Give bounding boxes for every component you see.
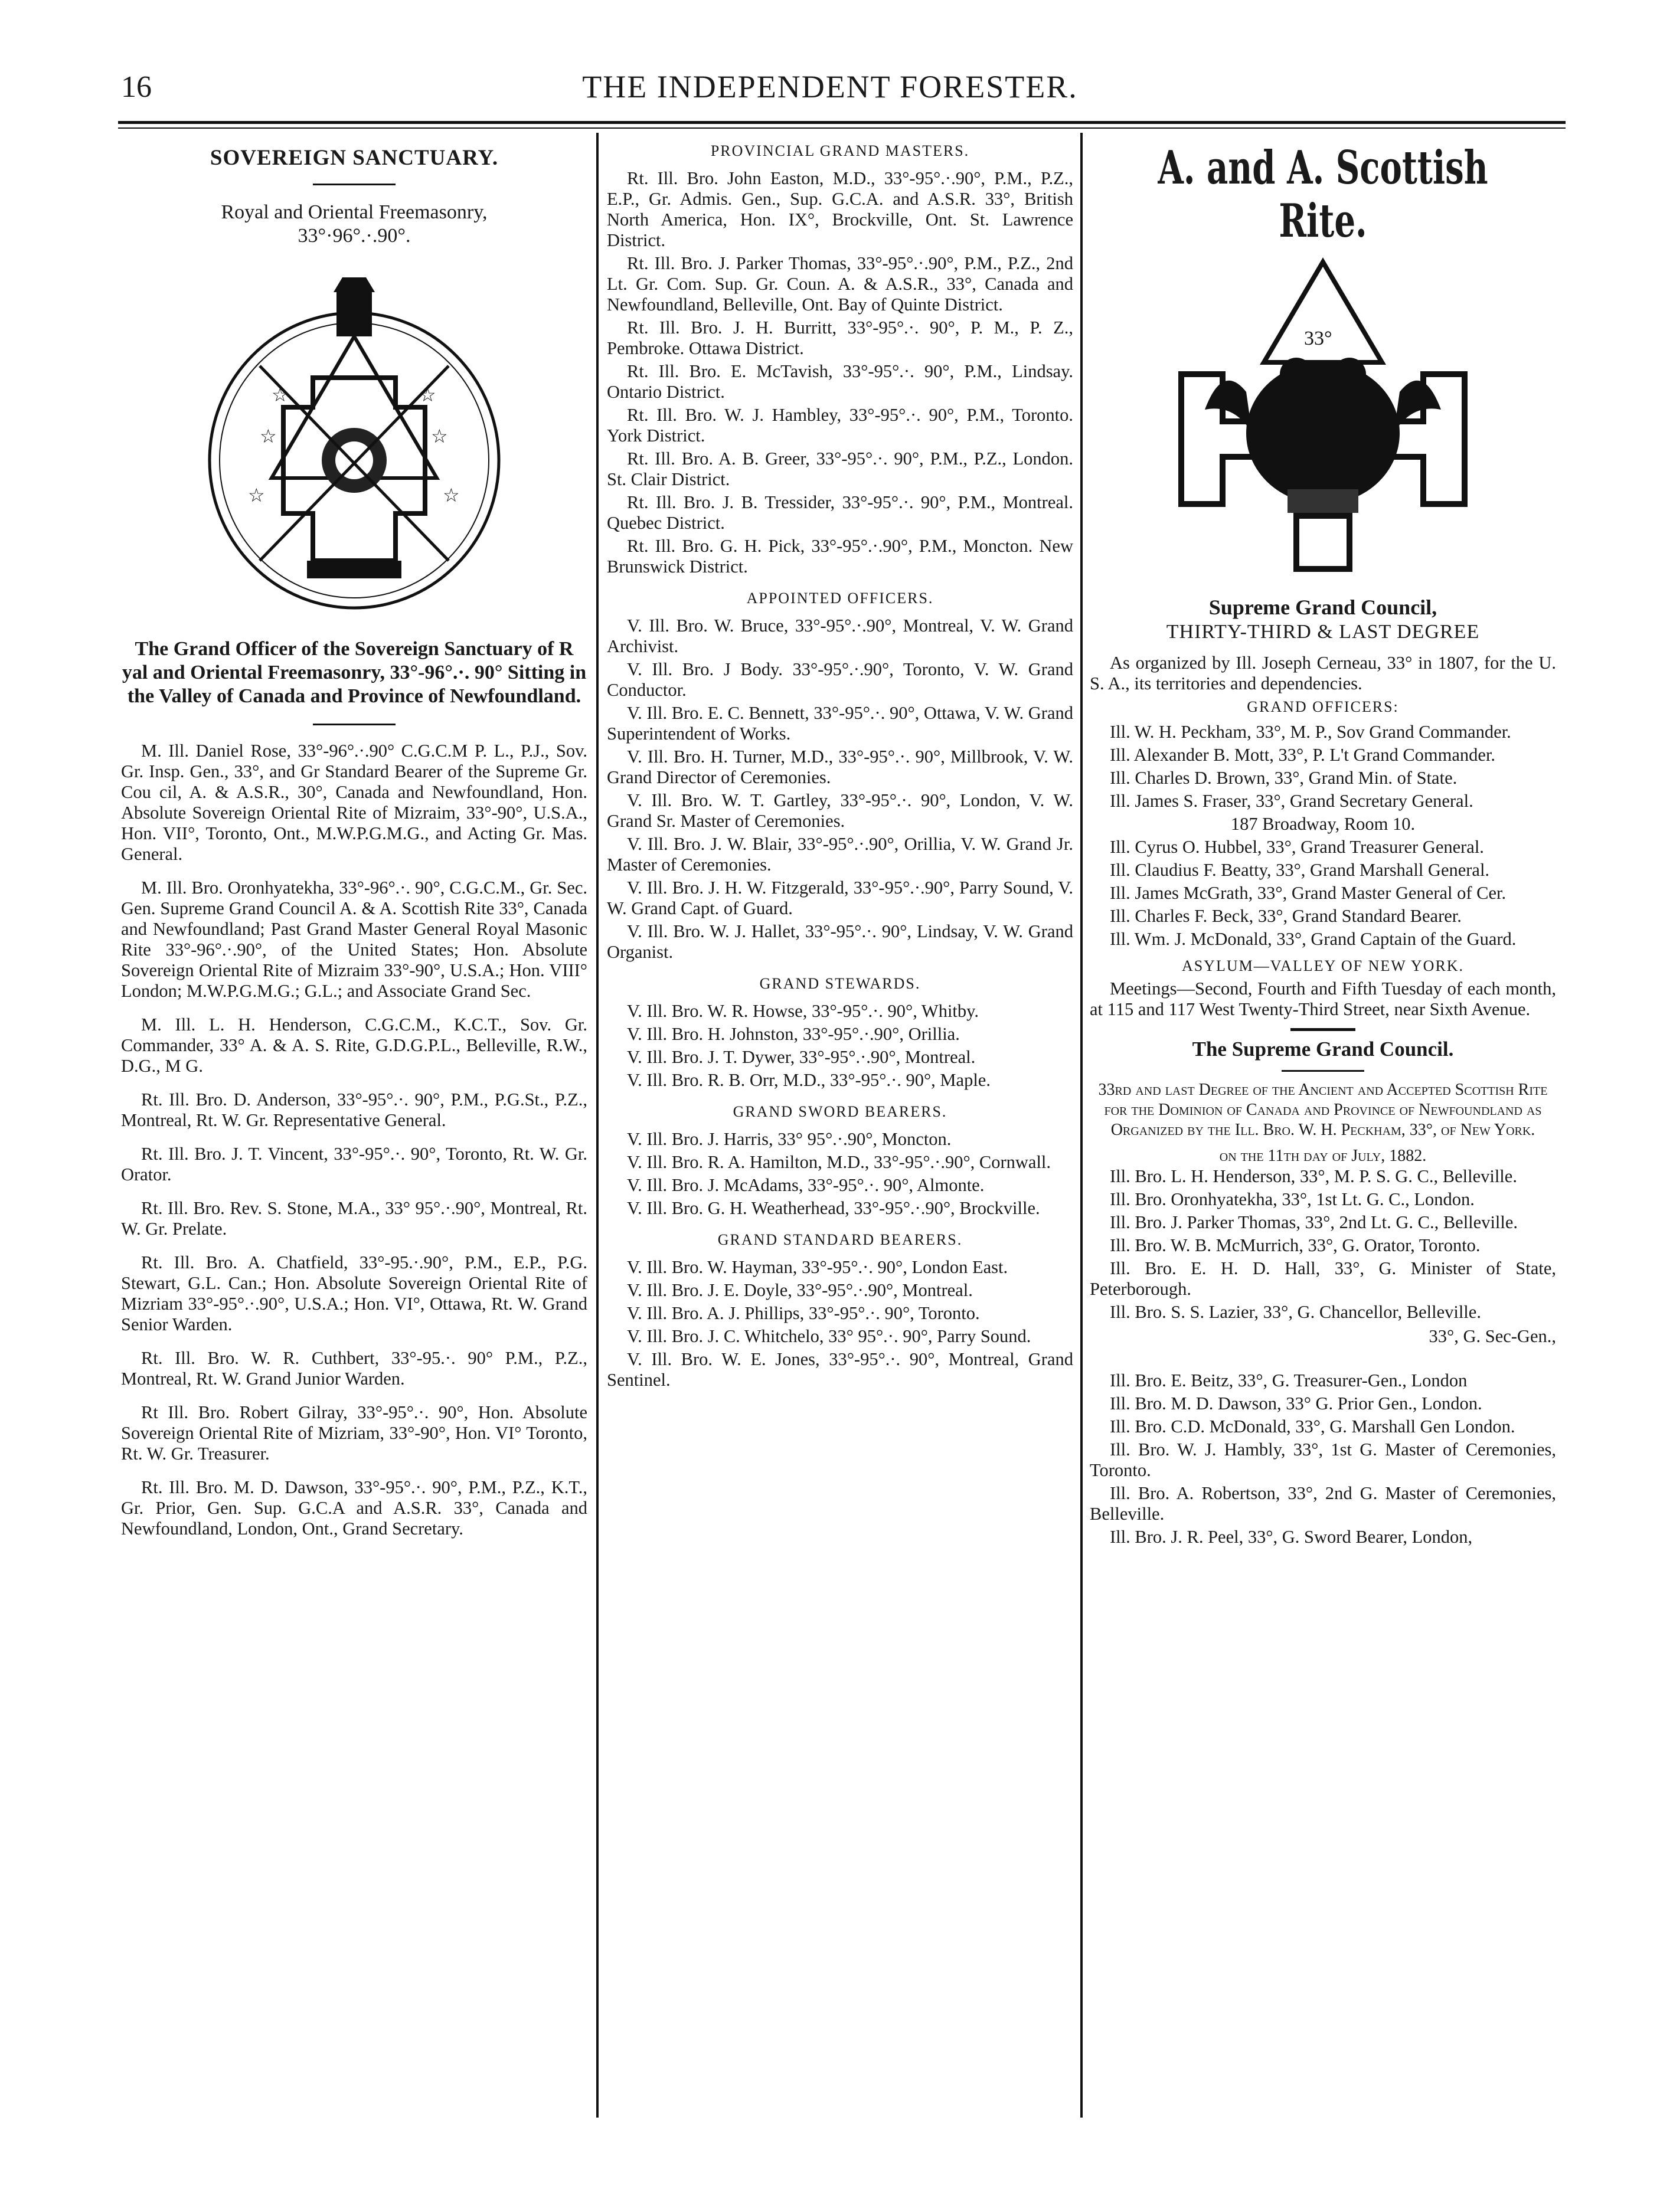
list-item: Ill. W. H. Peckham, 33°, M. P., Sov Grand Commander. (1110, 722, 1511, 742)
list-item: V. Ill. Bro. J. W. Blair, 33°-95°.·.90°, Orillia, V. W. Grand Jr. Master of Ceremonies. (607, 834, 1073, 875)
list-item: Ill. Bro. L. H. Henderson, 33°, M. P. S. G. C., Belleville. (1110, 1166, 1517, 1186)
section-provincial-grand-masters (607, 140, 1073, 577)
list-item: Ill. Bro. M. D. Dawson, 33° G. Prior Gen., London. (1110, 1393, 1482, 1413)
column-divider-1 (596, 133, 599, 2118)
office-address: 187 Broadway, Room 10. (1230, 814, 1416, 834)
list-item: Rt. Ill. Bro. A. Chatfield, 33°-95.·.90°, P.M., E.P., P.G. Stewart, G.L. Can.; Hon. Absolute Sovereign Oriental Rite of Mizriam 33°-95°.·.90°, U.S.A.; Hon. VI°, Ottawa, Rt. W. Grand Senior Warden. (121, 1252, 587, 1334)
section-grand-standard-bearers (607, 1229, 1073, 1390)
list-item: Rt. Ill. Bro. A. B. Greer, 33°-95°.·. 90°, P.M., P.Z., London. St. Clair District. (607, 449, 1073, 489)
svg-text:☆: ☆ (272, 384, 289, 405)
section-grand-stewards (607, 973, 1073, 1091)
running-head: THE INDEPENDENT FORESTER. (582, 69, 1078, 104)
list-item: V. Ill. Bro. R. B. Orr, M.D., 33°-95°.·. 90°, Maple. (627, 1070, 991, 1090)
list-item: V. Ill. Bro. J. C. Whitchelo, 33° 95°.·. 90°, Parry Sound. (627, 1326, 1031, 1346)
header-rule (118, 121, 1566, 129)
list-item: Rt. Ill. Bro. J. T. Vincent, 33°-95°.·. 90°, Toronto, Rt. W. Gr. Orator. (121, 1144, 587, 1184)
list-item: V. Ill. Bro. J. H. W. Fitzgerald, 33°-95°.·.90°, Parry Sound, V. W. Grand Capt. of Guard. (607, 878, 1073, 918)
ornament-rule (1290, 1028, 1355, 1031)
short-rule (313, 184, 396, 185)
list-item: Rt. Ill. Bro. G. H. Pick, 33°-95°.·.90°, P.M., Moncton. New Brunswick District. (607, 536, 1073, 577)
list-item: M. Ill. L. H. Henderson, C.G.C.M., K.C.T., Sov. Gr. Commander, 33° A. & A. S. Rite, G.D.G.P.L., Belleville, R.W., D.G., M G. (121, 1015, 587, 1076)
list-item: V. Ill. Bro. W. J. Hallet, 33°-95°.·. 90°, Lindsay, V. W. Grand Organist. (607, 921, 1073, 962)
svg-text:☆: ☆ (260, 426, 277, 447)
list-item: V. Ill. Bro. W. Bruce, 33°-95°.·.90°, Montreal, V. W. Grand Archivist. (607, 616, 1073, 656)
svg-text:☆: ☆ (431, 426, 448, 447)
section-grand-sword-bearers (607, 1101, 1073, 1219)
double-headed-eagle-emblem-icon (1169, 256, 1476, 575)
list-item: V. Ill. Bro. R. A. Hamilton, M.D., 33°-95°.·.90°, Cornwall. (627, 1152, 1051, 1172)
list-item: Ill. Charles D. Brown, 33°, Grand Min. of State. (1110, 768, 1458, 788)
list-item: V. Ill. Bro. J. McAdams, 33°-95°.·. 90°, Almonte. (627, 1175, 985, 1195)
list-item: Ill. Charles F. Beck, 33°, Grand Standard Bearer. (1110, 906, 1462, 926)
list-item: V. Ill. Bro. W. Hayman, 33°-95°.·. 90°, London East. (627, 1257, 1008, 1277)
grand-officers-list (1090, 722, 1556, 950)
list-item: Rt. Ill. Bro. W. R. Cuthbert, 33°-95.·. 90° P.M., P.Z., Montreal, Rt. W. Grand Junior Warden. (121, 1348, 587, 1389)
section-heading: APPOINTED OFFICERS. (746, 590, 934, 607)
list-item: Ill. Cyrus O. Hubbel, 33°, Grand Treasurer General. (1110, 837, 1484, 857)
column-provincial-officers (607, 136, 1073, 2118)
degree-numbers: 33°·96°.·.90°. (298, 225, 411, 247)
list-item: Rt. Ill. Bro. J. B. Tressider, 33°-95°.·. 90°, P.M., Montreal. Quebec District. (607, 492, 1073, 533)
list-item: Rt. Ill. Bro. J. Parker Thomas, 33°-95°.·.90°, P.M., P.Z., 2nd Lt. Gr. Com. Sup. Gr. Coun. A. & A.S.R., 33°, Canada and Newfoundland, Belleville, Ont. Bay of Quinte District. (607, 253, 1073, 315)
grand-officer-heading: The Grand Officer of the Sovereign Sanctuary of R yal and Oriental Freemasonry, 33°-96°.·. 90° Sitting in the Valley of Canada and Province of Newfoundland. (122, 638, 587, 707)
council-heading: Supreme Grand Council, (1208, 595, 1437, 619)
list-item: Ill. Claudius F. Beatty, 33°, Grand Marshall General. (1110, 860, 1490, 880)
list-item: V. Ill. Bro. J. Harris, 33° 95°.·.90°, Moncton. (627, 1129, 952, 1149)
section-heading: GRAND STANDARD BEARERS. (717, 1231, 963, 1248)
list-item: Ill. Bro. E. H. D. Hall, 33°, G. Minister of State, Peterborough. (1090, 1258, 1556, 1299)
list-item: Ill. James S. Fraser, 33°, Grand Secretary General. (1110, 791, 1473, 811)
section-heading: SOVEREIGN SANCTUARY. (210, 146, 499, 170)
list-item: Rt. Ill. Bro. D. Anderson, 33°-95°.·. 90°, P.M., P.G.St., P.Z., Montreal, Rt. W. Gr. Representative General. (121, 1089, 587, 1130)
list-item: Ill. Bro. A. Robertson, 33°, 2nd G. Master of Ceremonies, Belleville. (1090, 1483, 1556, 1524)
svg-text:☆: ☆ (443, 485, 460, 506)
list-item: Ill. James McGrath, 33°, Grand Master General of Cer. (1110, 883, 1507, 903)
list-item: Ill. Bro. J. Parker Thomas, 33°, 2nd Lt. G. C., Belleville. (1110, 1212, 1518, 1232)
list-item: V. Ill. Bro. W. T. Gartley, 33°-95°.·. 90°, London, V. W. Grand Sr. Master of Ceremonies. (607, 790, 1073, 831)
list-item: Ill. Bro. S. S. Lazier, 33°, G. Chancellor, Belleville. (1110, 1302, 1481, 1322)
list-item: V. Ill. Bro. J. E. Doyle, 33°-95°.·.90°, Montreal. (627, 1280, 973, 1300)
short-rule (313, 724, 396, 725)
supreme-council-heading: The Supreme Grand Council. (1192, 1038, 1454, 1061)
list-item: Rt Ill. Bro. Robert Gilray, 33°-95°.·. 90°, Hon. Absolute Sovereign Oriental Rite of Mizriam, 33°-90°, Hon. VI° Toronto, Rt. W. Gr. Treasurer. (121, 1402, 587, 1464)
council-intro: As organized by Ill. Joseph Cerneau, 33° in 1807, for the U. S. A., its territories and dependencies. (1090, 653, 1556, 693)
column-scottish-rite (1090, 136, 1556, 2118)
column-divider-2 (1080, 133, 1083, 2118)
section-heading: GRAND STEWARDS. (759, 975, 921, 992)
list-item: Ill. Bro. E. Beitz, 33°, G. Treasurer-Gen., London (1110, 1370, 1468, 1390)
meetings-notice: Meetings—Second, Fourth and Fifth Tuesday of each month, at 115 and 117 West Twenty-Third Street, near Sixth Avenue. (1090, 979, 1556, 1019)
list-item: Rt. Ill. Bro. J. H. Burritt, 33°-95°.·. 90°, P. M., P. Z., Pembroke. Ottawa District. (607, 318, 1073, 358)
list-item: Ill. Wm. J. McDonald, 33°, Grand Captain of the Guard. (1110, 929, 1517, 949)
list-item: Rt. Ill. Bro. W. J. Hambley, 33°-95°.·. 90°, P.M., Toronto. York District. (607, 405, 1073, 446)
list-item: Ill. Bro. W. J. Hambly, 33°, 1st G. Master of Ceremonies, Toronto. (1090, 1439, 1556, 1480)
column-sovereign-sanctuary (121, 136, 587, 2118)
list-item: Rt. Ill. Bro. Rev. S. Stone, M.A., 33° 95°.·.90°, Montreal, Rt. W. Gr. Prelate. (121, 1198, 587, 1239)
list-item: Ill. Bro. W. B. McMurrich, 33°, G. Orator, Toronto. (1110, 1235, 1481, 1255)
list-item: V. Ill. Bro. H. Johnston, 33°-95°.·.90°, Orillia. (627, 1024, 960, 1044)
page-number: 16 (121, 70, 152, 104)
list-item: 33°, G. Sec-Gen., (1429, 1326, 1556, 1346)
list-item: V. Ill. Bro. W. E. Jones, 33°-95°.·. 90°, Montreal, Grand Sentinel. (607, 1349, 1073, 1390)
list-item: Rt. Ill. Bro. E. McTavish, 33°-95°.·. 90°, P.M., Lindsay. Ontario District. (607, 361, 1073, 402)
emblem-degree-label: 33° (1304, 328, 1332, 349)
asylum-heading: ASYLUM—VALLEY OF NEW YORK. (1181, 957, 1465, 974)
sanctuary-seal-icon (189, 266, 519, 620)
scottish-rite-title: A. and A. Scottish Rite. (1158, 141, 1488, 248)
grand-officers-heading: GRAND OFFICERS: (1247, 698, 1399, 715)
supreme-council-intro: 33rd and last Degree of the Ancient and Accepted Scottish Rite for the Dominion of Canada and Province of Newfoundland as Organized by the Ill. Bro. W. H. Peckham, 33°, of New York. (1098, 1081, 1548, 1139)
list-item: V. Ill. Bro. W. R. Howse, 33°-95°.·. 90°, Whitby. (627, 1001, 979, 1021)
list-item: Rt. Ill. Bro. John Easton, M.D., 33°-95°.·.90°, P.M., P.Z., E.P., Gr. Admis. Gen., Sup. G.C.A. and A.S.R. 33°, British North America, Hon. IX°, Brockville, Ont. St. Lawrence District. (607, 168, 1073, 250)
council-members-list (1090, 1166, 1556, 1547)
list-item: V. Ill. Bro. G. H. Weatherhead, 33°-95°.·.90°, Brockville. (627, 1198, 1040, 1218)
list-item: V. Ill. Bro. J Body. 33°-95°.·.90°, Toronto, V. W. Grand Conductor. (607, 659, 1073, 700)
list-item: V. Ill. Bro. H. Turner, M.D., 33°-95°.·. 90°, Millbrook, V. W. Grand Director of Ceremonies. (607, 747, 1073, 787)
list-item: V. Ill. Bro. A. J. Phillips, 33°-95°.·. 90°, Toronto. (627, 1303, 980, 1323)
section-heading: PROVINCIAL GRAND MASTERS. (710, 142, 970, 159)
section-heading: GRAND SWORD BEARERS. (733, 1103, 947, 1120)
short-rule (1282, 1070, 1364, 1072)
organized-date: on the 11th day of July, 1882. (1219, 1147, 1427, 1165)
list-item: V. Ill. Bro. J. T. Dywer, 33°-95°.·.90°, Montreal. (627, 1047, 976, 1067)
section-appointed-officers (607, 588, 1073, 963)
list-item: Ill. Bro. J. R. Peel, 33°, G. Sword Bearer, London, (1110, 1527, 1473, 1547)
list-item: V. Ill. Bro. E. C. Bennett, 33°-95°.·. 90°, Ottawa, V. W. Grand Superintendent of Works. (607, 703, 1073, 744)
svg-text:☆: ☆ (419, 384, 436, 405)
list-item: M. Ill. Daniel Rose, 33°-96°.·.90° C.G.C.M P. L., P.J., Sov. Gr. Insp. Gen., 33°, and Gr Standard Bearer of the Supreme Gr. Cou cil, A. & A.S.R., 30°, Canada and Newfoundland, Hon. Absolute Sovereign Oriental Rite of Mizraim, 33°-90°, U.S.A., Hon. VII°, Toronto, Ont., M.W.P.G.M.G., and Acting Gr. Mas. General. (121, 741, 587, 864)
list-item: Ill. Bro. C.D. McDonald, 33°, G. Marshall Gen London. (1110, 1416, 1515, 1437)
degree-line: THIRTY-THIRD & LAST DEGREE (1166, 621, 1480, 643)
officer-list (121, 741, 587, 1539)
list-item: Rt. Ill. Bro. M. D. Dawson, 33°-95°.·. 90°, P.M., P.Z., K.T., Gr. Prior, Gen. Sup. G.C.A and A.S.R. 33°, Canada and Newfoundland, London, Ont., Grand Secretary. (121, 1477, 587, 1539)
svg-text:☆: ☆ (248, 485, 265, 506)
subtitle: Royal and Oriental Freemasonry, (221, 201, 488, 223)
list-item: M. Ill. Bro. Oronhyatekha, 33°-96°.·. 90°, C.G.C.M., Gr. Sec. Gen. Supreme Grand Council A. & A. Scottish Rite 33°, Canada and Newfoundland; Past Grand Master General Royal Masonic Rite 33°-96°.·.90°, of the United States; Hon. Absolute Sovereign Oriental Rite of Mizraim 33°-90°, U.S.A.; Hon. VIII° London; M.W.P.G.M.G.; G.L.; and Associate Grand Sec. (121, 878, 587, 1001)
list-item: Ill. Bro. Oronhyatekha, 33°, 1st Lt. G. C., London. (1110, 1189, 1475, 1209)
list-item: Ill. Alexander B. Mott, 33°, P. L't Grand Commander. (1110, 745, 1496, 765)
